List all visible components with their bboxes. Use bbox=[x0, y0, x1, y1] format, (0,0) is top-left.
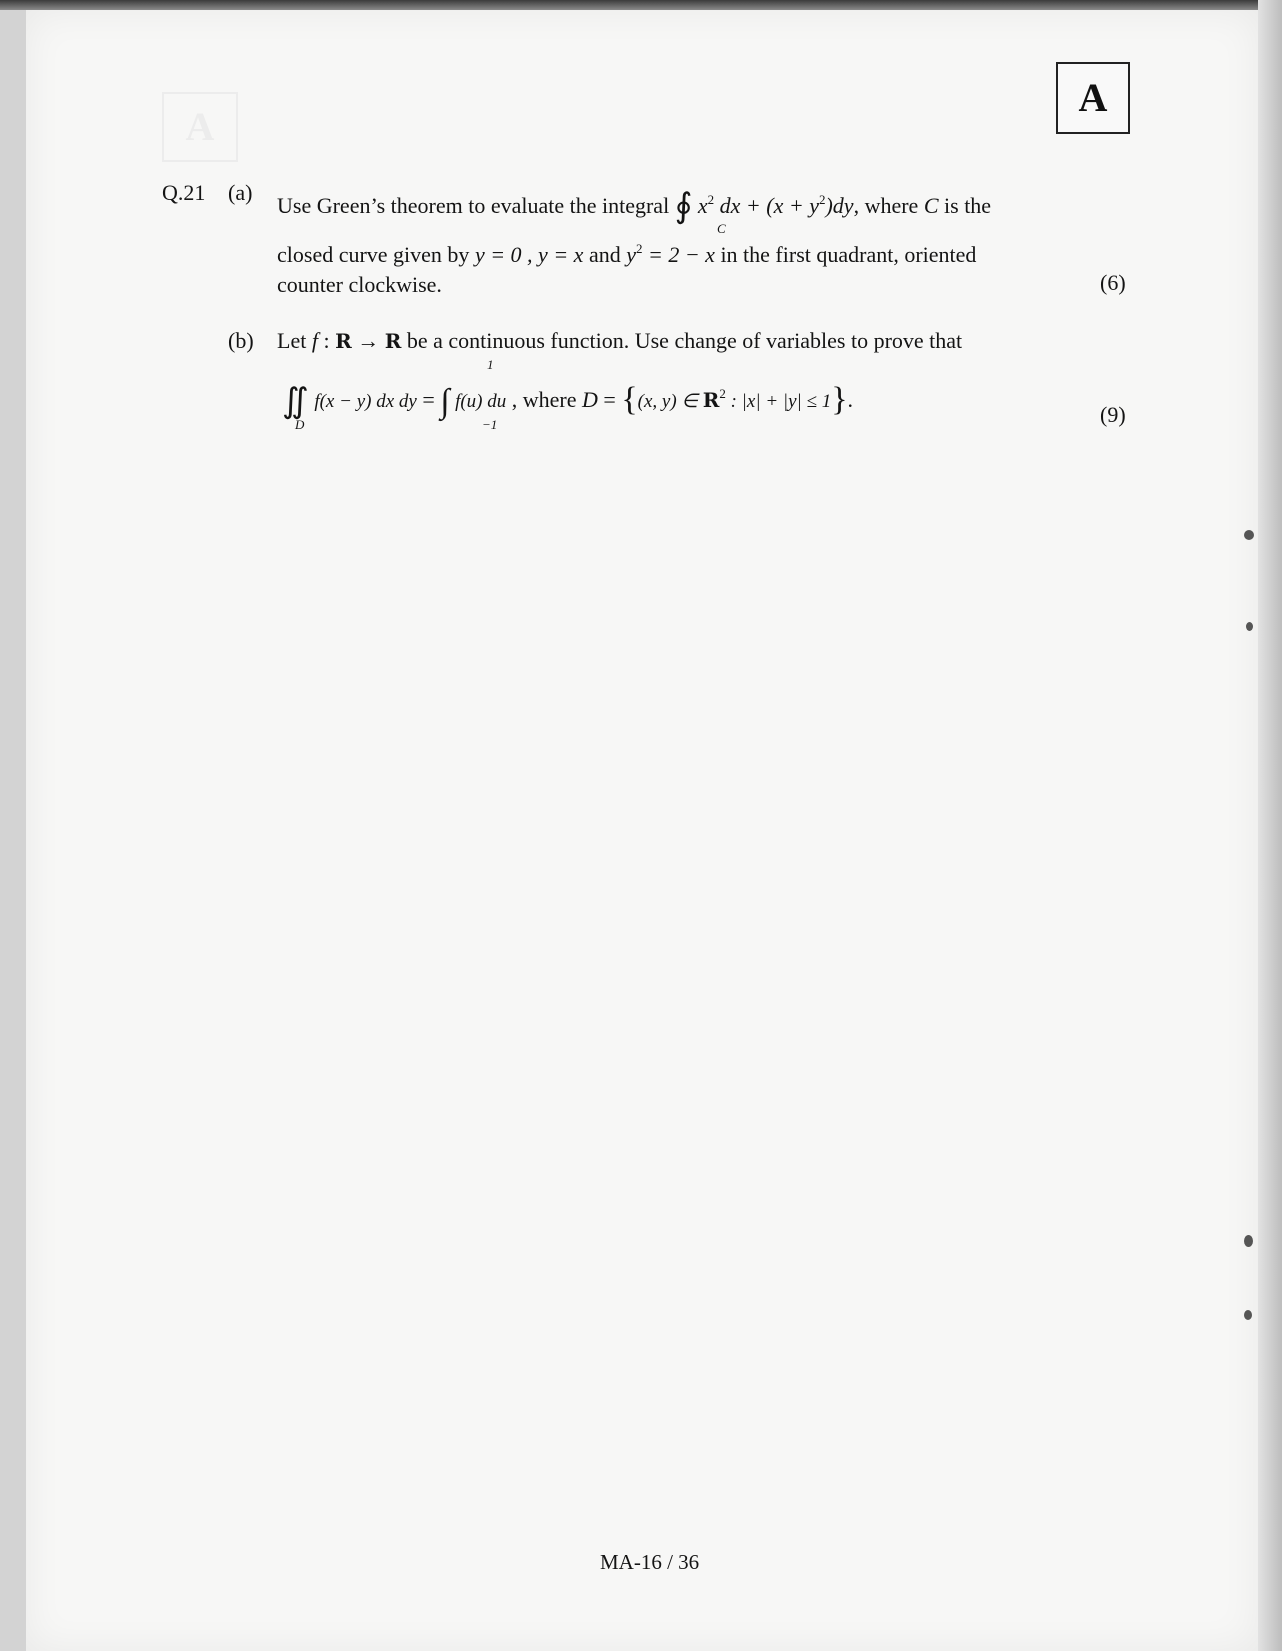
single-integral-integrand: f(u) du bbox=[455, 391, 507, 412]
integrand-x-exponent: 2 bbox=[707, 192, 715, 207]
curve-symbol: C bbox=[923, 193, 939, 218]
double-integral-sign: ∬ bbox=[282, 383, 309, 420]
set-open-brace: { bbox=[621, 381, 638, 418]
page-footer: MA-16 / 36 bbox=[600, 1550, 700, 1574]
double-integral-integrand: f(x − y) dx dy bbox=[314, 391, 417, 412]
scan-speck bbox=[1244, 530, 1254, 540]
plane-exponent: 2 bbox=[719, 386, 726, 401]
formula-period: . bbox=[847, 387, 854, 412]
contour-subscript: C bbox=[717, 221, 726, 236]
scan-top-edge bbox=[0, 0, 1282, 10]
integrand-x: x bbox=[697, 193, 708, 218]
domain-reals: R bbox=[335, 329, 352, 353]
region-equals: = bbox=[597, 387, 622, 412]
lower-limit: −1 bbox=[482, 417, 498, 432]
part-a-and: and bbox=[583, 242, 627, 267]
set-condition: : |x| + |y| ≤ 1 bbox=[725, 391, 832, 412]
scan-speck bbox=[1244, 1235, 1253, 1247]
scan-right-edge bbox=[1258, 0, 1282, 1651]
part-b-label: (b) bbox=[228, 328, 254, 353]
part-b-let: Let bbox=[277, 328, 312, 353]
double-integral-subscript: D bbox=[295, 417, 305, 432]
map-arrow: → bbox=[351, 328, 385, 353]
plane-reals: R bbox=[702, 388, 720, 412]
parabola-y: y bbox=[626, 242, 636, 267]
parabola-exponent: 2 bbox=[635, 241, 643, 256]
formula-equals: = bbox=[416, 387, 441, 412]
part-b-line-1 bbox=[277, 330, 962, 352]
part-a-where: where bbox=[859, 193, 924, 218]
boundary-lines: y = 0 , y = x bbox=[474, 242, 584, 267]
part-a-intro: Use Green’s theorem to evaluate the integral bbox=[277, 193, 670, 218]
integrand-middle: dx + (x + y bbox=[714, 193, 819, 218]
ghost-section-label: A bbox=[185, 104, 215, 149]
part-b-marks: (9) bbox=[1100, 402, 1126, 427]
contour-integral-sign: ∮ bbox=[674, 188, 693, 225]
section-label: A bbox=[1078, 75, 1108, 120]
part-a-line-2 bbox=[277, 241, 977, 267]
part-b-where: , where bbox=[506, 387, 583, 412]
codomain-reals: R bbox=[384, 329, 402, 353]
part-a-is-the: is the bbox=[938, 193, 992, 218]
integrand-comma: , bbox=[853, 193, 860, 218]
ghost-section-box bbox=[162, 92, 238, 162]
function-f: f bbox=[311, 328, 318, 353]
question-number: Q.21 bbox=[162, 180, 206, 205]
parabola-rhs: = 2 − x bbox=[642, 242, 715, 267]
part-b-statement: be a continuous function. Use change of variables to prove that bbox=[401, 328, 963, 353]
part-a-line-1 bbox=[277, 186, 992, 225]
section-box bbox=[1056, 62, 1130, 134]
part-a-line-3: counter clockwise. bbox=[277, 272, 442, 297]
set-element: (x, y) ∈ bbox=[637, 391, 703, 412]
single-integral-sign: ∫ bbox=[440, 383, 450, 420]
integrand-dy: )dy bbox=[825, 193, 854, 218]
integrand-y-exponent: 2 bbox=[818, 192, 826, 207]
part-a-marks: (6) bbox=[1100, 270, 1126, 295]
part-a-label: (a) bbox=[228, 180, 253, 205]
part-a-closed-curve: closed curve given by bbox=[277, 242, 475, 267]
upper-limit: 1 bbox=[487, 357, 494, 372]
set-close-brace: } bbox=[831, 381, 848, 418]
part-b-formula bbox=[282, 380, 854, 420]
part-a-quadrant: in the first quadrant, oriented bbox=[714, 242, 977, 267]
region-symbol: D bbox=[582, 387, 598, 412]
map-colon: : bbox=[317, 328, 336, 353]
scan-speck bbox=[1246, 622, 1253, 631]
scan-speck bbox=[1244, 1310, 1252, 1320]
